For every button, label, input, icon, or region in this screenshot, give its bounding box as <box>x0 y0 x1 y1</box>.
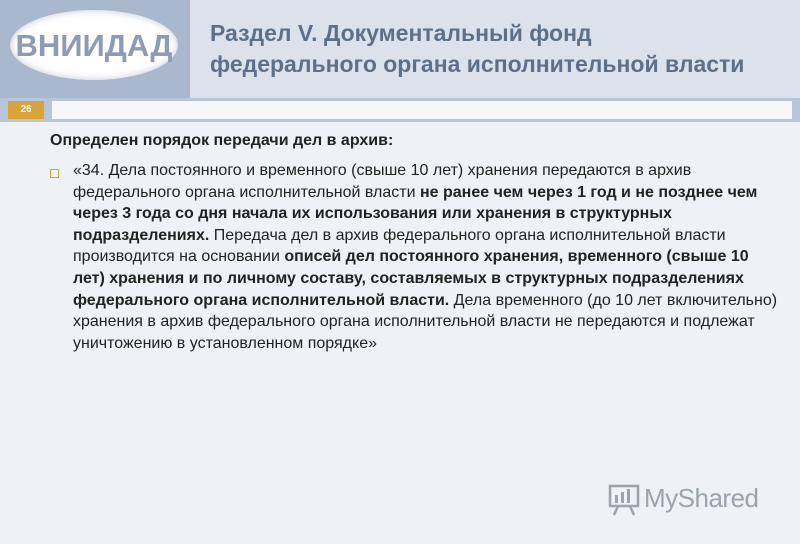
divider-bar <box>52 101 792 119</box>
para-text-2: Передача дел в архив федерального органа исполнительной власти производится на основании <box>73 226 726 266</box>
bullet-paragraph <box>73 160 778 354</box>
slide-number-badge: 26 <box>8 101 44 119</box>
para-bold-1: не ранее чем через 1 год и не позднее чем через 3 года со дня начала их использования или хранения в структурных подразделениях. <box>73 183 758 244</box>
watermark <box>608 480 778 518</box>
logo-panel <box>0 0 190 98</box>
watermark-text: MyShared <box>644 483 759 513</box>
para-bold-2: описей дел постоянного хранения, временного (свыше 10 лет) хранения и по личному составу, составляемых в структурных подразделениях федерального органа исполнительной власти. <box>73 248 749 309</box>
presentation-board-icon <box>608 482 640 516</box>
square-bullet-icon <box>50 169 59 178</box>
logo <box>10 10 178 80</box>
header <box>190 0 800 98</box>
para-text-3: Дела временного (до 10 лет включительно) хранения в архив федерального органа исполнительной власти не передаются и подлежат уничтожению в установленном порядке» <box>73 291 778 352</box>
page-title <box>210 18 790 80</box>
title-line-1: Раздел V. Документальный фонд <box>210 20 592 46</box>
logo-text: ВНИИДАД <box>15 28 173 63</box>
section-heading: Определен порядок передачи дел в архив: <box>50 132 394 149</box>
title-line-2: федерального органа исполнительной власти <box>210 51 745 77</box>
para-text-1: «34. Дела постоянного и временного (свыше 10 лет) хранения передаются в архив федерального органа исполнительной власти <box>73 162 692 201</box>
